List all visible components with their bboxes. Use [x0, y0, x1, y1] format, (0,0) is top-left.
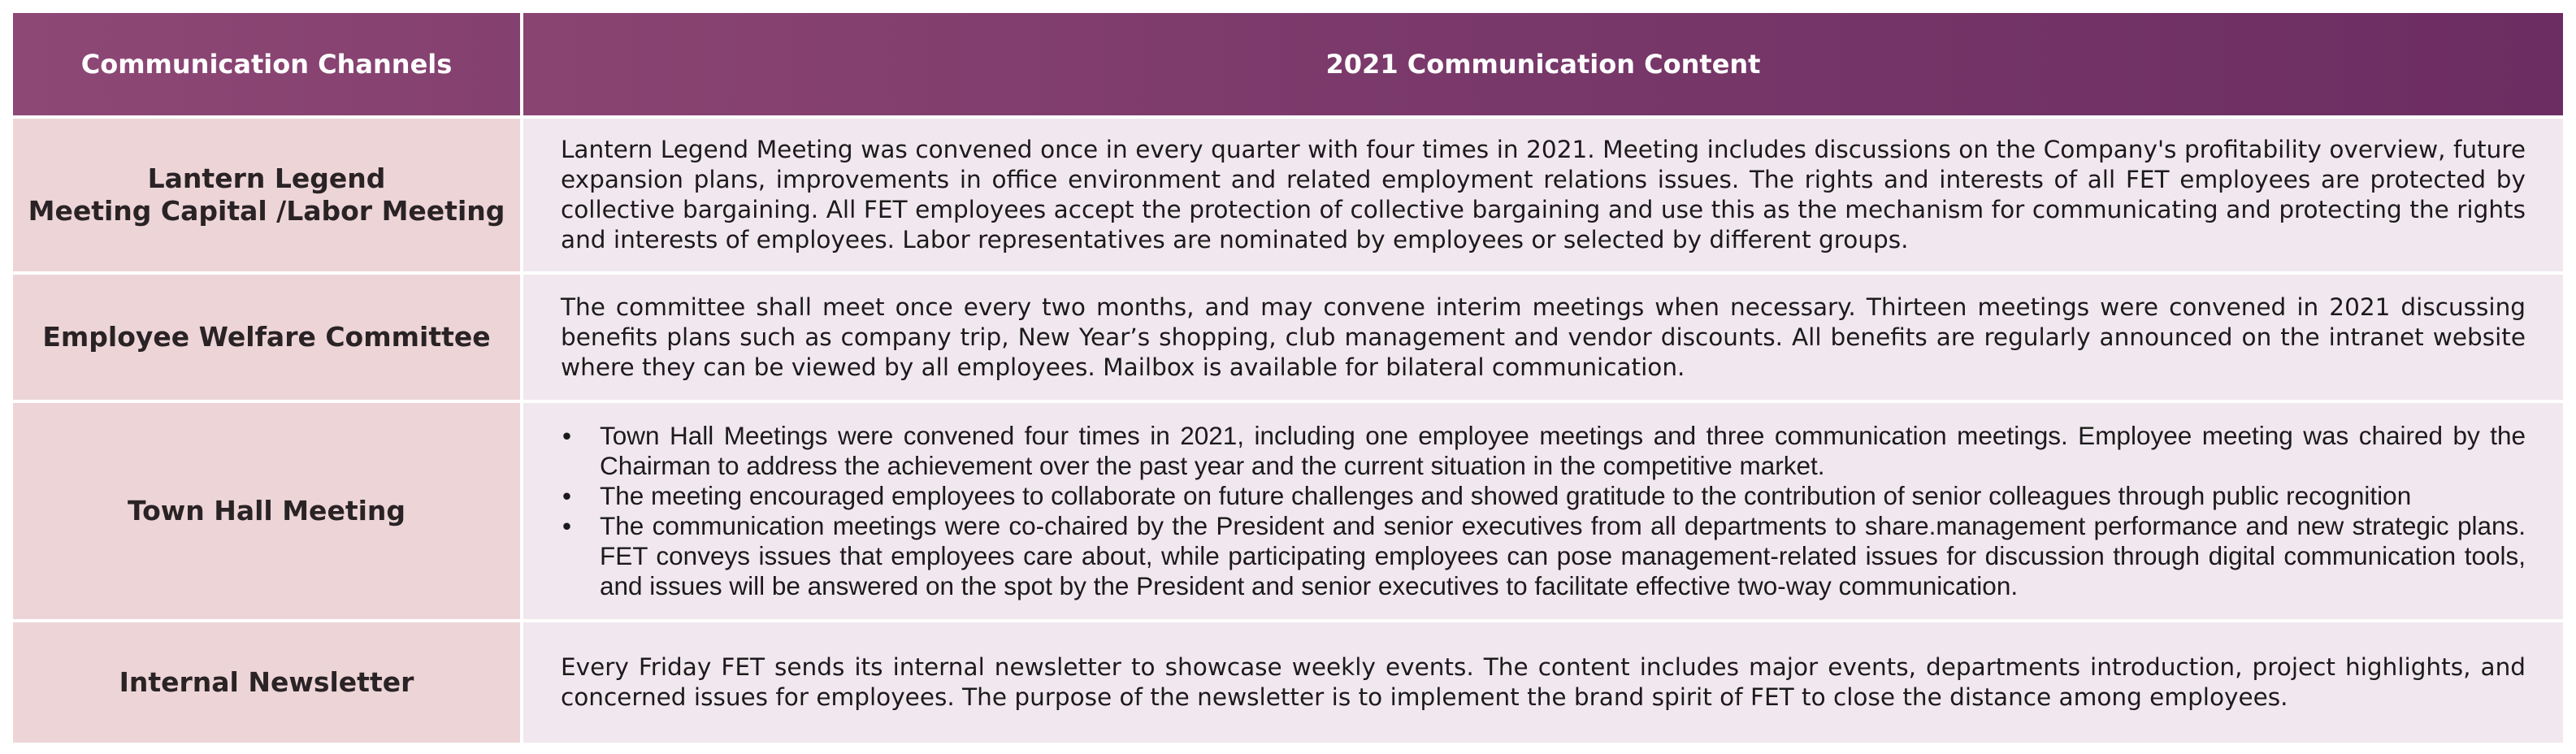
bullet-list	[561, 421, 2526, 601]
column-header-content	[523, 13, 2563, 115]
content-cell-welfare-committee	[523, 275, 2563, 400]
channel-label-line: Meeting Capital /Labor Meeting	[28, 195, 505, 227]
bullet-icon: •	[562, 481, 572, 510]
channel-label-line: Lantern Legend	[147, 162, 386, 194]
channel-label-line: Internal Newsletter	[119, 666, 414, 698]
column-header-channels-text: Communication Channels	[80, 49, 453, 80]
list-item-text: The meeting encouraged employees to collaborate on future challenges and showed gratitude to the contribution of senior colleagues through public recognition	[600, 481, 2412, 510]
list-item-text: Town Hall Meetings were convened four times in 2021, including one employee meetings and three communication meetings. Employee meeting was chaired by the Chairman to address the achievement over the past year and the current situation in the competitive market.	[600, 421, 2526, 480]
content-text: Lantern Legend Meeting was convened once in every quarter with four times in 2021. Meeting includes discussions on the Company's profitability overview, future expansion plans, improvements in office environment and related employment relations issues. The rights and interests of all FET employees are protected by collective bargaining. All FET employees accept the protection of collective bargaining and use this as the mechanism for communicating and protecting the rights and interests of employees. Labor representatives are nominated by employees or selected by different groups.	[561, 136, 2526, 254]
content-text: The committee shall meet once every two months, and may convene interim meetings when necessary. Thirteen meetings were convened in 2021 discussing benefits plans such as company trip, New Year’s shopping, club management and vendor discounts. All benefits are regularly announced on the intranet website where they can be viewed by all employees. Mailbox is available for bilateral communication.	[561, 292, 2526, 381]
column-header-content-text: 2021 Communication Content	[1325, 49, 1761, 80]
list-item	[562, 481, 2526, 511]
channel-cell-welfare-committee	[13, 275, 520, 400]
bullet-icon: •	[562, 511, 572, 540]
list-item	[562, 421, 2526, 481]
channel-label-line: Employee Welfare Committee	[42, 321, 491, 353]
channel-cell-lantern-legend	[13, 119, 520, 271]
channel-cell-internal-newsletter	[13, 622, 520, 743]
channel-label-line: Town Hall Meeting	[127, 495, 406, 526]
content-text: Every Friday FET sends its internal newsletter to showcase weekly events. The content includes major events, departments introduction, project highlights, and concerned issues for employees. The purpose of the newsletter is to implement the brand spirit of FET to close the distance among employees.	[561, 653, 2526, 711]
content-cell-internal-newsletter	[523, 622, 2563, 743]
column-header-channels	[13, 13, 520, 115]
list-item-text: The communication meetings were co-chaired by the President and senior executives from all departments to share.management performance and new strategic plans. FET conveys issues that employees care about, while participating employees can pose management-related issues for discussion through digital communication tools, and issues will be answered on the spot by the President and senior executives to facilitate effective two-way communication.	[600, 511, 2526, 600]
channel-cell-town-hall	[13, 403, 520, 619]
bullet-icon: •	[562, 421, 572, 450]
list-item	[562, 511, 2526, 601]
content-cell-town-hall	[523, 403, 2563, 619]
content-cell-lantern-legend	[523, 119, 2563, 271]
communication-table	[13, 13, 2563, 743]
